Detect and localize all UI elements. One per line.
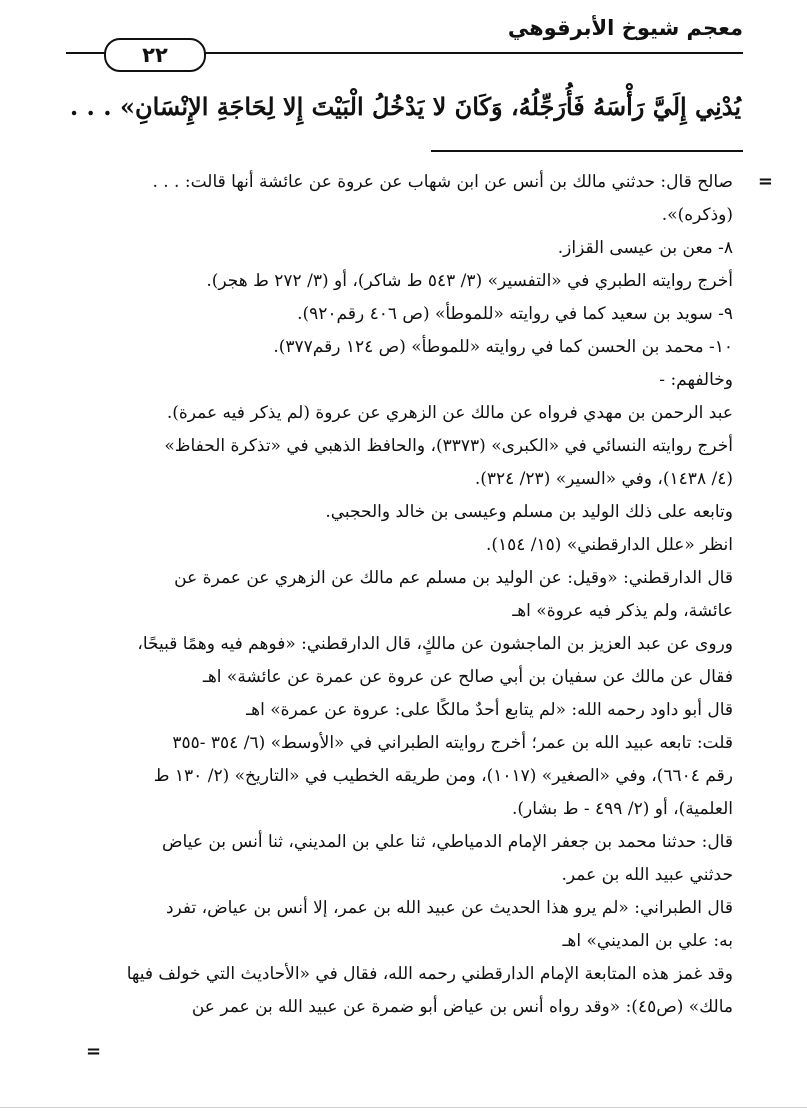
footnote-separator bbox=[431, 150, 743, 152]
text-line: أخرج روايته النسائي في «الكبرى» (٣٣٧٣)، والحافظ الذهبي في «تذكرة الحفاظ» bbox=[164, 436, 733, 456]
text-line: انظر «علل الدارقطني» (١٥/ ١٥٤). bbox=[485, 535, 733, 555]
text-line: وتابعه على ذلك الوليد بن مسلم وعيسى بن خالد والحجبي. bbox=[325, 502, 733, 522]
page-edge-line bbox=[0, 1107, 807, 1108]
text-line: مالك» (ص٤٥): «وقد رواه أنس بن عياض أبو ضمرة عن عبيد الله بن عمر عن bbox=[191, 997, 733, 1017]
text-line: رقم ٦٦٠٤)، وفي «الصغير» (١٠١٧)، ومن طريقه الخطيب في «التاريخ» (٢/ ١٣٠ ط bbox=[153, 766, 733, 786]
text-line: وروى عن عبد العزيز بن الماجشون عن مالكٍ، قال الدارقطني: «فوهم فيه وهمًا قبيحًا، bbox=[137, 634, 733, 654]
text-line: ٩- سويد بن سعيد كما في روايته «للموطأ» (ص ٤٠٦ رقم٩٢٠). bbox=[297, 304, 733, 324]
text-line: ٨- معن بن عيسى القزاز. bbox=[557, 238, 733, 258]
text-line: قلت: تابعه عبيد الله بن عمر؛ أخرج روايته الطبراني في «الأوسط» (٦/ ٣٥٤ -٣٥٥ bbox=[172, 733, 733, 753]
continues-to-marker: = bbox=[86, 1041, 102, 1062]
verse-line: يُدْنِي إِلَيَّ رَأْسَهُ فَأُرَجِّلُهُ، وَكَانَ لا يَدْخُلُ الْبَيْتَ إِلا لِحَاجَةِ الإِنْسَانِ» . . . bbox=[69, 92, 741, 121]
page-number: ٢٢ bbox=[104, 38, 206, 72]
text-line: وخالفهم: - bbox=[659, 370, 733, 390]
text-line: قال أبو داود رحمه الله: «لم يتابع أحدٌ مالكًا على: عروة عن عمرة» اهـ bbox=[246, 700, 733, 720]
text-line: العلمية)، أو (٢/ ٤٩٩ - ط بشار). bbox=[512, 799, 733, 819]
text-line: قال الطبراني: «لم يرو هذا الحديث عن عبيد الله بن عمر، إلا أنس بن عياض، تفرد bbox=[165, 898, 733, 918]
text-line: به: علي بن المديني» اهـ bbox=[562, 931, 733, 951]
text-line: فقال عن مالك عن سفيان بن أبي صالح عن عروة عن عمرة عن عائشة» اهـ bbox=[202, 667, 733, 687]
text-line: عائشة، ولم يذكر فيه عروة» اهـ bbox=[512, 601, 733, 621]
text-line: قال: حدثنا محمد بن جعفر الإمام الدمياطي، ثنا علي بن المديني، ثنا أنس بن عياض bbox=[161, 832, 733, 852]
text-line: ١٠- محمد بن الحسن كما في روايته «للموطأ» (ص ١٢٤ رقم٣٧٧). bbox=[273, 337, 733, 357]
text-line: (وذكره)». bbox=[661, 205, 733, 225]
text-line: وقد غمز هذه المتابعة الإمام الدارقطني رحمه الله، فقال في «الأحاديث التي خولف فيها bbox=[126, 964, 733, 984]
text-line: أخرج روايته الطبري في «التفسير» (٣/ ٥٤٣ ط شاكر)، أو (٣/ ٢٧٢ ط هجر). bbox=[206, 271, 733, 291]
running-header-title: معجم شيوخ الأبرقوهي bbox=[507, 16, 743, 40]
footnote-body bbox=[74, 166, 733, 1024]
text-line: صالح قال: حدثني مالك بن أنس عن ابن شهاب عن عروة عن عائشة أنها قالت: . . . bbox=[152, 172, 733, 192]
text-line: (٤/ ١٤٣٨)، وفي «السير» (٢٣/ ٣٢٤). bbox=[474, 469, 733, 489]
text-line: حدثني عبيد الله بن عمر. bbox=[561, 865, 733, 885]
text-line: قال الدارقطني: «وقيل: عن الوليد بن مسلم عم مالك عن الزهري عن عمرة عن bbox=[174, 568, 733, 588]
text-line: عبد الرحمن بن مهدي فرواه عن مالك عن الزهري عن عروة (لم يذكر فيه عمرة). bbox=[166, 403, 733, 423]
continued-from-marker: = bbox=[757, 171, 773, 192]
